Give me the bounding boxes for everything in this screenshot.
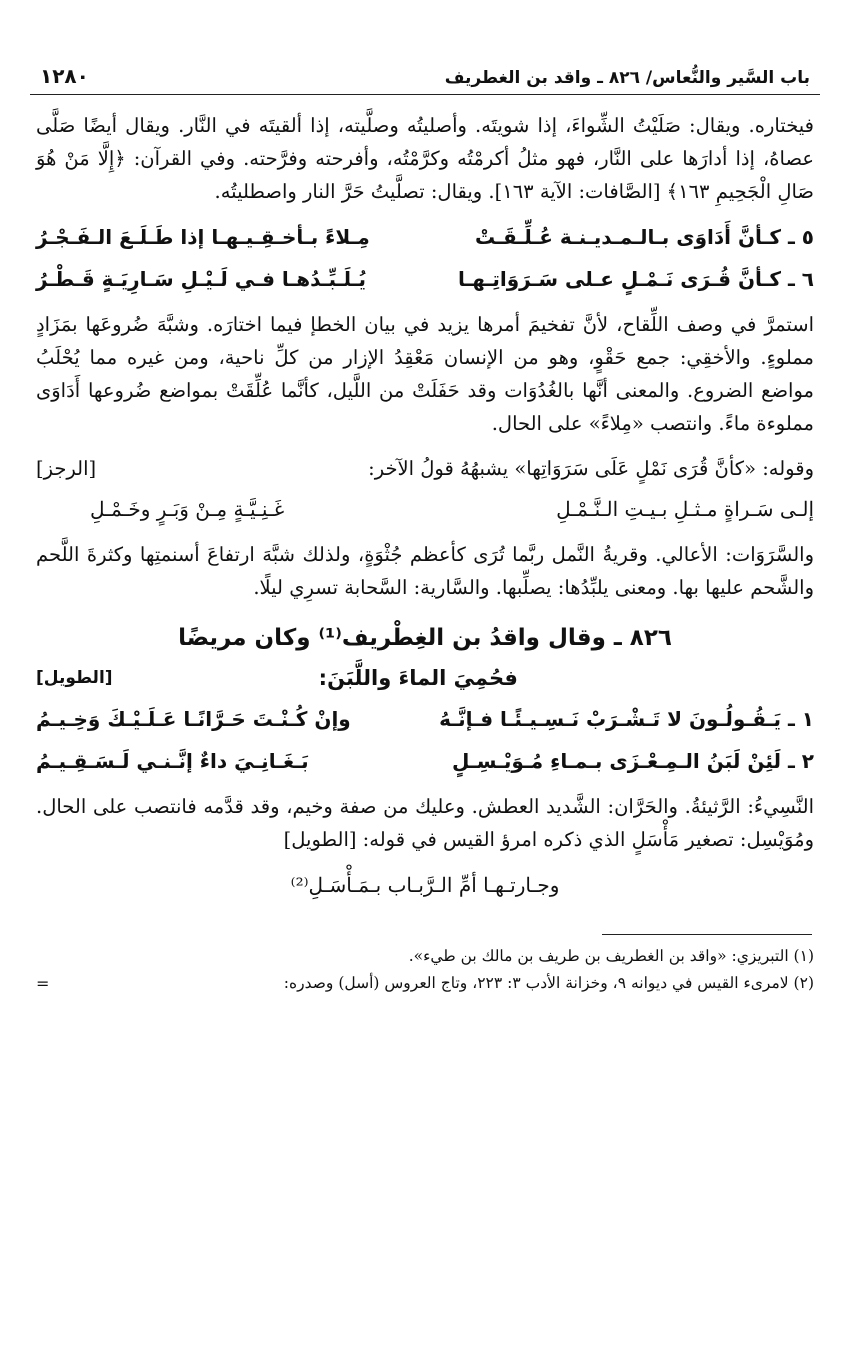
quoted-verse-first: إلـى سَـراةٍ مـثـلِ بـيـتِ الـنَّـمْـلِ bbox=[556, 497, 814, 521]
quoted-verse bbox=[30, 488, 820, 530]
quote-intro: وقوله: «كأنَّ قُرَى نَمْلٍ عَلَى سَرَوَاتِها» يشبهُهُ قولُ الآخر: bbox=[368, 456, 814, 480]
quote-intro-line bbox=[30, 448, 820, 488]
verse-first-hemistich: ١ ـ يَـقُـولُـونَ لا تَـشْـرَبْ نَـسِـيـئًـا فـإنَّـهُ bbox=[439, 707, 814, 731]
verse-second-hemistich: يُـلَـبِّـدُهـا فـي لَـيْـلِ سَـارِيَـةٍ قَـطْـرُ bbox=[36, 267, 367, 291]
footnote-continue-mark: = bbox=[36, 974, 50, 993]
footnote-text: (٢) لامرىء القيس في ديوانه ٩، وخزانة الأدب ٣: ٢٢٣، وتاج العروس (أسل) وصدره: bbox=[283, 974, 814, 992]
commentary-paragraph-1: فيختاره. ويقال: صَلَيْتُ الشِّواءَ، إذا شويتَه. وأصليتُه وصلَّيته، إذا ألقيتَه في النَّار. ويقال أيضًا صَلَّى عصاهُ، إذا أدارَها على النَّار، فهو مثلُ أكرمْتُه وكرَّمْتُه، وأفرحته وفرَّحته. وفي القرآن: ﴿إِلَّا مَنْ هُوَ صَالِ الْجَحِيمِ ١٦٣﴾ [الصَّافات: الآية ١٦٣]. ويقال: تصلَّيتُ حَرَّ النار واصطليتُه. bbox=[36, 114, 814, 203]
commentary-paragraph-2: استمرَّ في وصف اللِّقاح، لأنَّ تفخيمَ أمرها يزيد في بيان الخطإ فيما اختارَه. وشبَّهَ ضُروعَها بمَزَادٍ مملوءٍ. والأخقِي: جمع حَقْوٍ، وهو من الإنسان مَعْقِدُ الإزار من كلِّ ناحية، ومن غيره مما يُحْلَبُ مواضع الضروع. والمعنى أنَّها بالغُدُوَات وقد حَفَلَتْ من اللَّيل، كأنَّما عُلِّقَتْ بمواضع ضُروعها أَدَاوَى مملوءة ماءً. وانتصب «مِلاءً» على الحال. bbox=[36, 313, 814, 435]
verse-block-a bbox=[30, 216, 820, 300]
quoted-hemistich: وجـارتـهـا أمِّ الـرَّبـاب بـمَـأْسَـلِ⁽²⁾ bbox=[290, 873, 560, 897]
page-number: ١٢٨٠ bbox=[40, 64, 89, 88]
verse-line bbox=[30, 740, 820, 782]
verse-first-hemistich: ٥ ـ كـأنَّ أَدَاوَى بـالـمـديـنـة عُـلِّـقَـتْ bbox=[474, 225, 814, 249]
verse-line bbox=[30, 698, 820, 740]
quoted-verse-second: غَـنِـيَّـةٍ مِـنْ وَبَـرٍ وخَـمْـلِ bbox=[90, 497, 285, 521]
section-subheading: فحُمِيَ الماءَ واللَّبَنَ: bbox=[318, 666, 518, 690]
book-page bbox=[30, 40, 820, 997]
header-title: باب السَّير والنُّعاس/ ٨٢٦ ـ واقد بن الغطريف bbox=[444, 68, 810, 88]
verse-second-hemistich: مِـلاءً بـأخـقِـيـهـا إذا طَـلَـعَ الـفَـجْـرُ bbox=[36, 225, 370, 249]
verse-first-hemistich: ٦ ـ كـأنَّ قُـرَى نَـمْـلٍ عـلى سَـرَوَاتِـهـا bbox=[457, 267, 814, 291]
section-subheading-line bbox=[30, 658, 820, 698]
commentary-paragraph-4: النَّسِيءُ: الرَّثيئةُ. والحَرَّان: الشَّديد العطش. وعليك من صفة وخيم، وقد قدَّمه فانتصب على الحال. ومُوَيْسِل: تصغير مَأْسَلٍ الذي ذكره امرؤ القيس في قوله: [الطويل] bbox=[36, 795, 814, 851]
footnote-2 bbox=[30, 970, 820, 997]
footnote-divider bbox=[602, 934, 812, 935]
quote-meter-label: [الرجز] bbox=[36, 456, 97, 480]
verse-second-hemistich: وإنْ كُـنْـتَ حَـرَّانًـا عَـلَـيْـكَ وَخِـيـمُ bbox=[36, 707, 351, 731]
section-meter-label: [الطويل] bbox=[36, 668, 113, 688]
verse-line bbox=[30, 216, 820, 258]
verse-block-b bbox=[30, 698, 820, 782]
section-heading: ٨٢٦ ـ وقال واقدُ بن الغِطْريف⁽¹⁾ وكان مريضًا bbox=[178, 625, 672, 651]
verse-first-hemistich: ٢ ـ لَئِنْ لَبَنُ الـمِـعْـزَى بـمـاءِ مُـوَيْـسِـلٍ bbox=[452, 749, 814, 773]
footnote-1 bbox=[30, 943, 820, 970]
verse-line bbox=[30, 258, 820, 300]
commentary-paragraph-3: والسَّرَوَات: الأعالي. وقريةُ النَّمل ربَّما تُرَى كأعظم جُثْوَةٍ، ولذلك شبَّهَ ارتفاعَ أسنمتِها وكثرةَ اللَّحم والشَّحم عليها بها. ومعنى يلبِّدُها: يصلِّبها. والسَّارية: السَّحابة تسرِي ليلًا. bbox=[36, 543, 814, 599]
footnote-text: (١) التبريزي: «واقد بن الغطريف بن طريف بن مالك بن طيء». bbox=[408, 947, 814, 965]
running-header bbox=[30, 40, 820, 95]
verse-second-hemistich: بَـغَـانِـيَ داءٌ إنَّـنـي لَـسَـقِـيـمُ bbox=[36, 749, 309, 773]
